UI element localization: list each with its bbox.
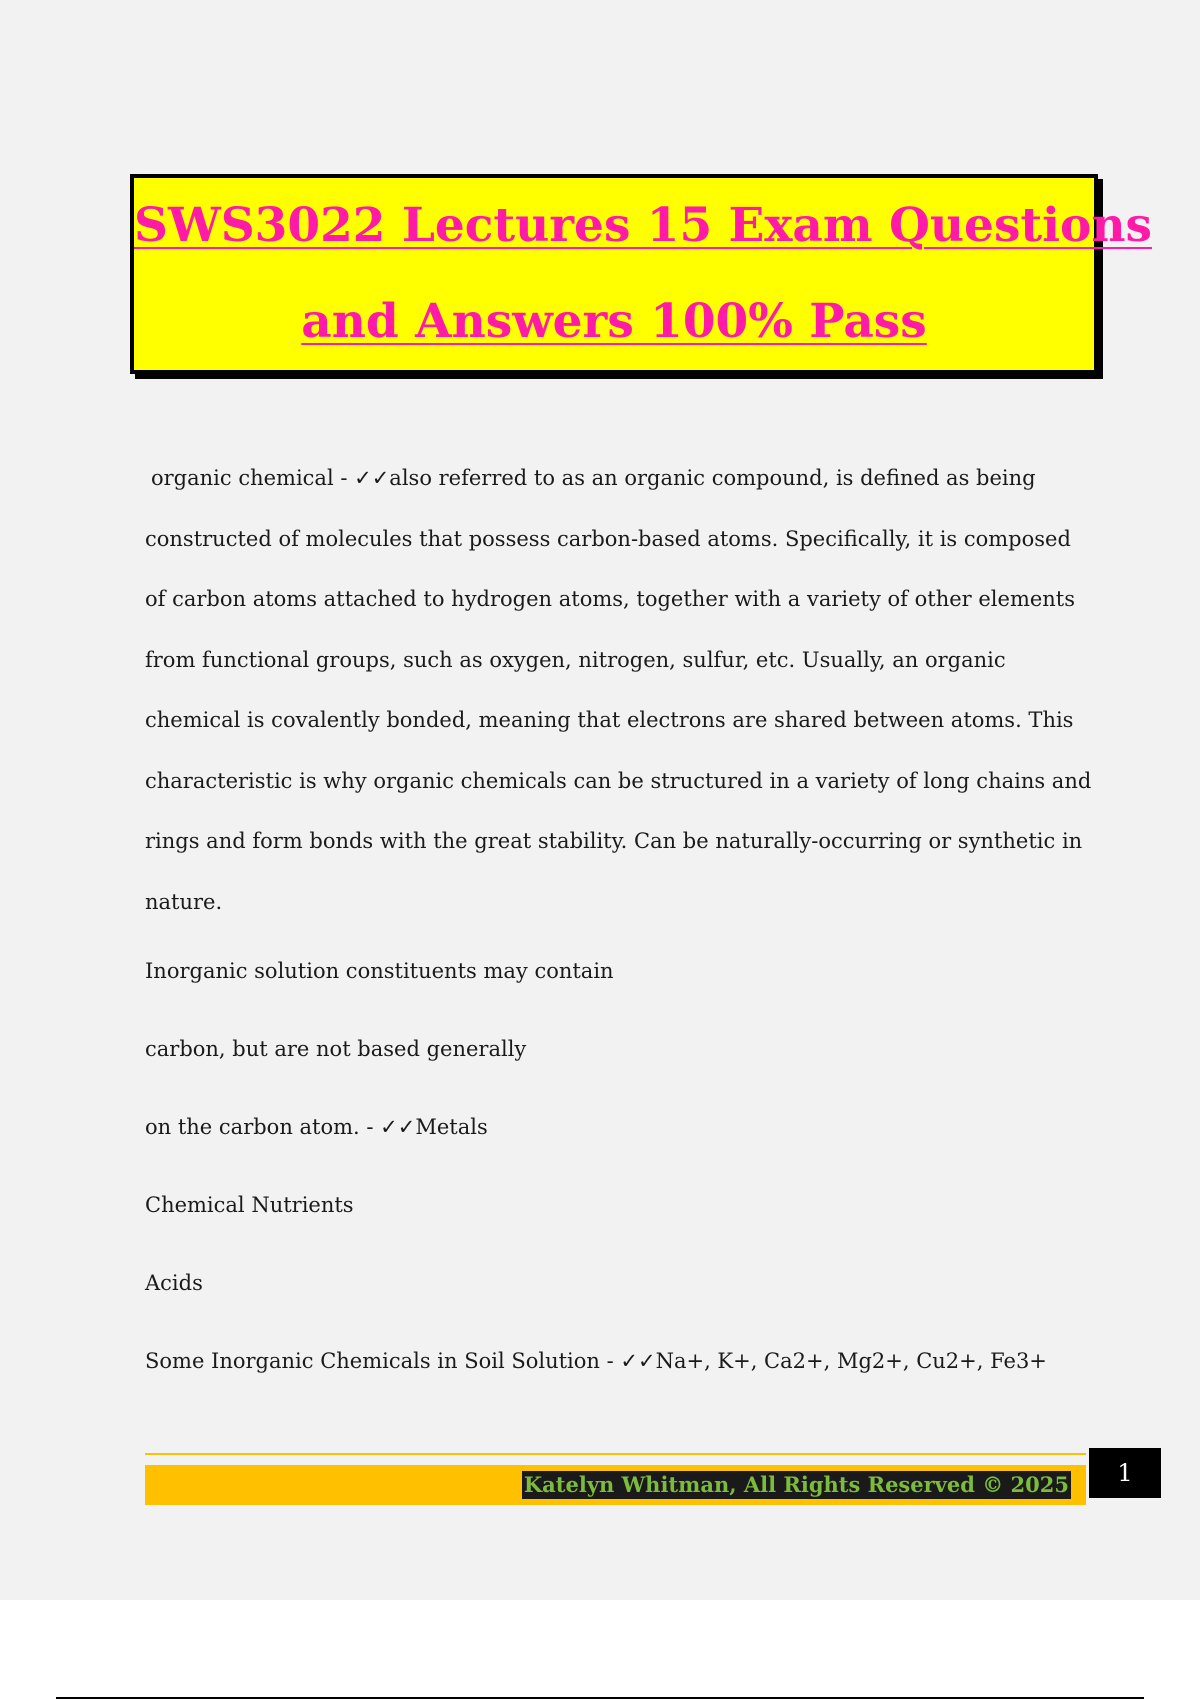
body-line-4: Chemical Nutrients xyxy=(145,1193,354,1217)
title-line-2: and Answers 100% Pass xyxy=(301,294,927,349)
title-box xyxy=(130,174,1152,374)
footer-divider xyxy=(145,1453,1086,1455)
body-line-6: Some Inorganic Chemicals in Soil Solution - ✓✓Na+, K+, Ca2+, Mg2+, Cu2+, Fe3+ xyxy=(145,1349,1047,1373)
document-body xyxy=(145,448,1095,1400)
body-line-3: on the carbon atom. - ✓✓Metals xyxy=(145,1115,488,1139)
footer-band xyxy=(145,1465,1086,1505)
title-line-1: SWS3022 Lectures 15 Exam Questions xyxy=(134,198,1152,253)
page-bottom-divider xyxy=(56,1697,1144,1699)
body-line-1: Inorganic solution constituents may contain xyxy=(145,959,614,983)
footer-credit: Katelyn Whitman, All Rights Reserved © 2025 xyxy=(523,1472,1069,1497)
body-line-5: Acids xyxy=(145,1271,203,1295)
page-number: 1 xyxy=(1089,1448,1161,1498)
body-line-2: carbon, but are not based generally xyxy=(145,1037,527,1061)
definition-paragraph: organic chemical - ✓✓also referred to as an organic compound, is defined as being constructed of molecules that possess carbon-based atoms. Specifically, it is composed of carbon atoms attached to hydrogen atoms, together with a variety of other elements from functional groups, such as oxygen, nitrogen, sulfur, etc. Usually, an organic chemical is covalently bonded, meaning that electrons are shared between atoms. This characteristic is why organic chemicals can be structured in a variety of long chains and rings and form bonds with the great stability. Can be naturally-occurring or synthetic in nature. xyxy=(145,466,1092,914)
